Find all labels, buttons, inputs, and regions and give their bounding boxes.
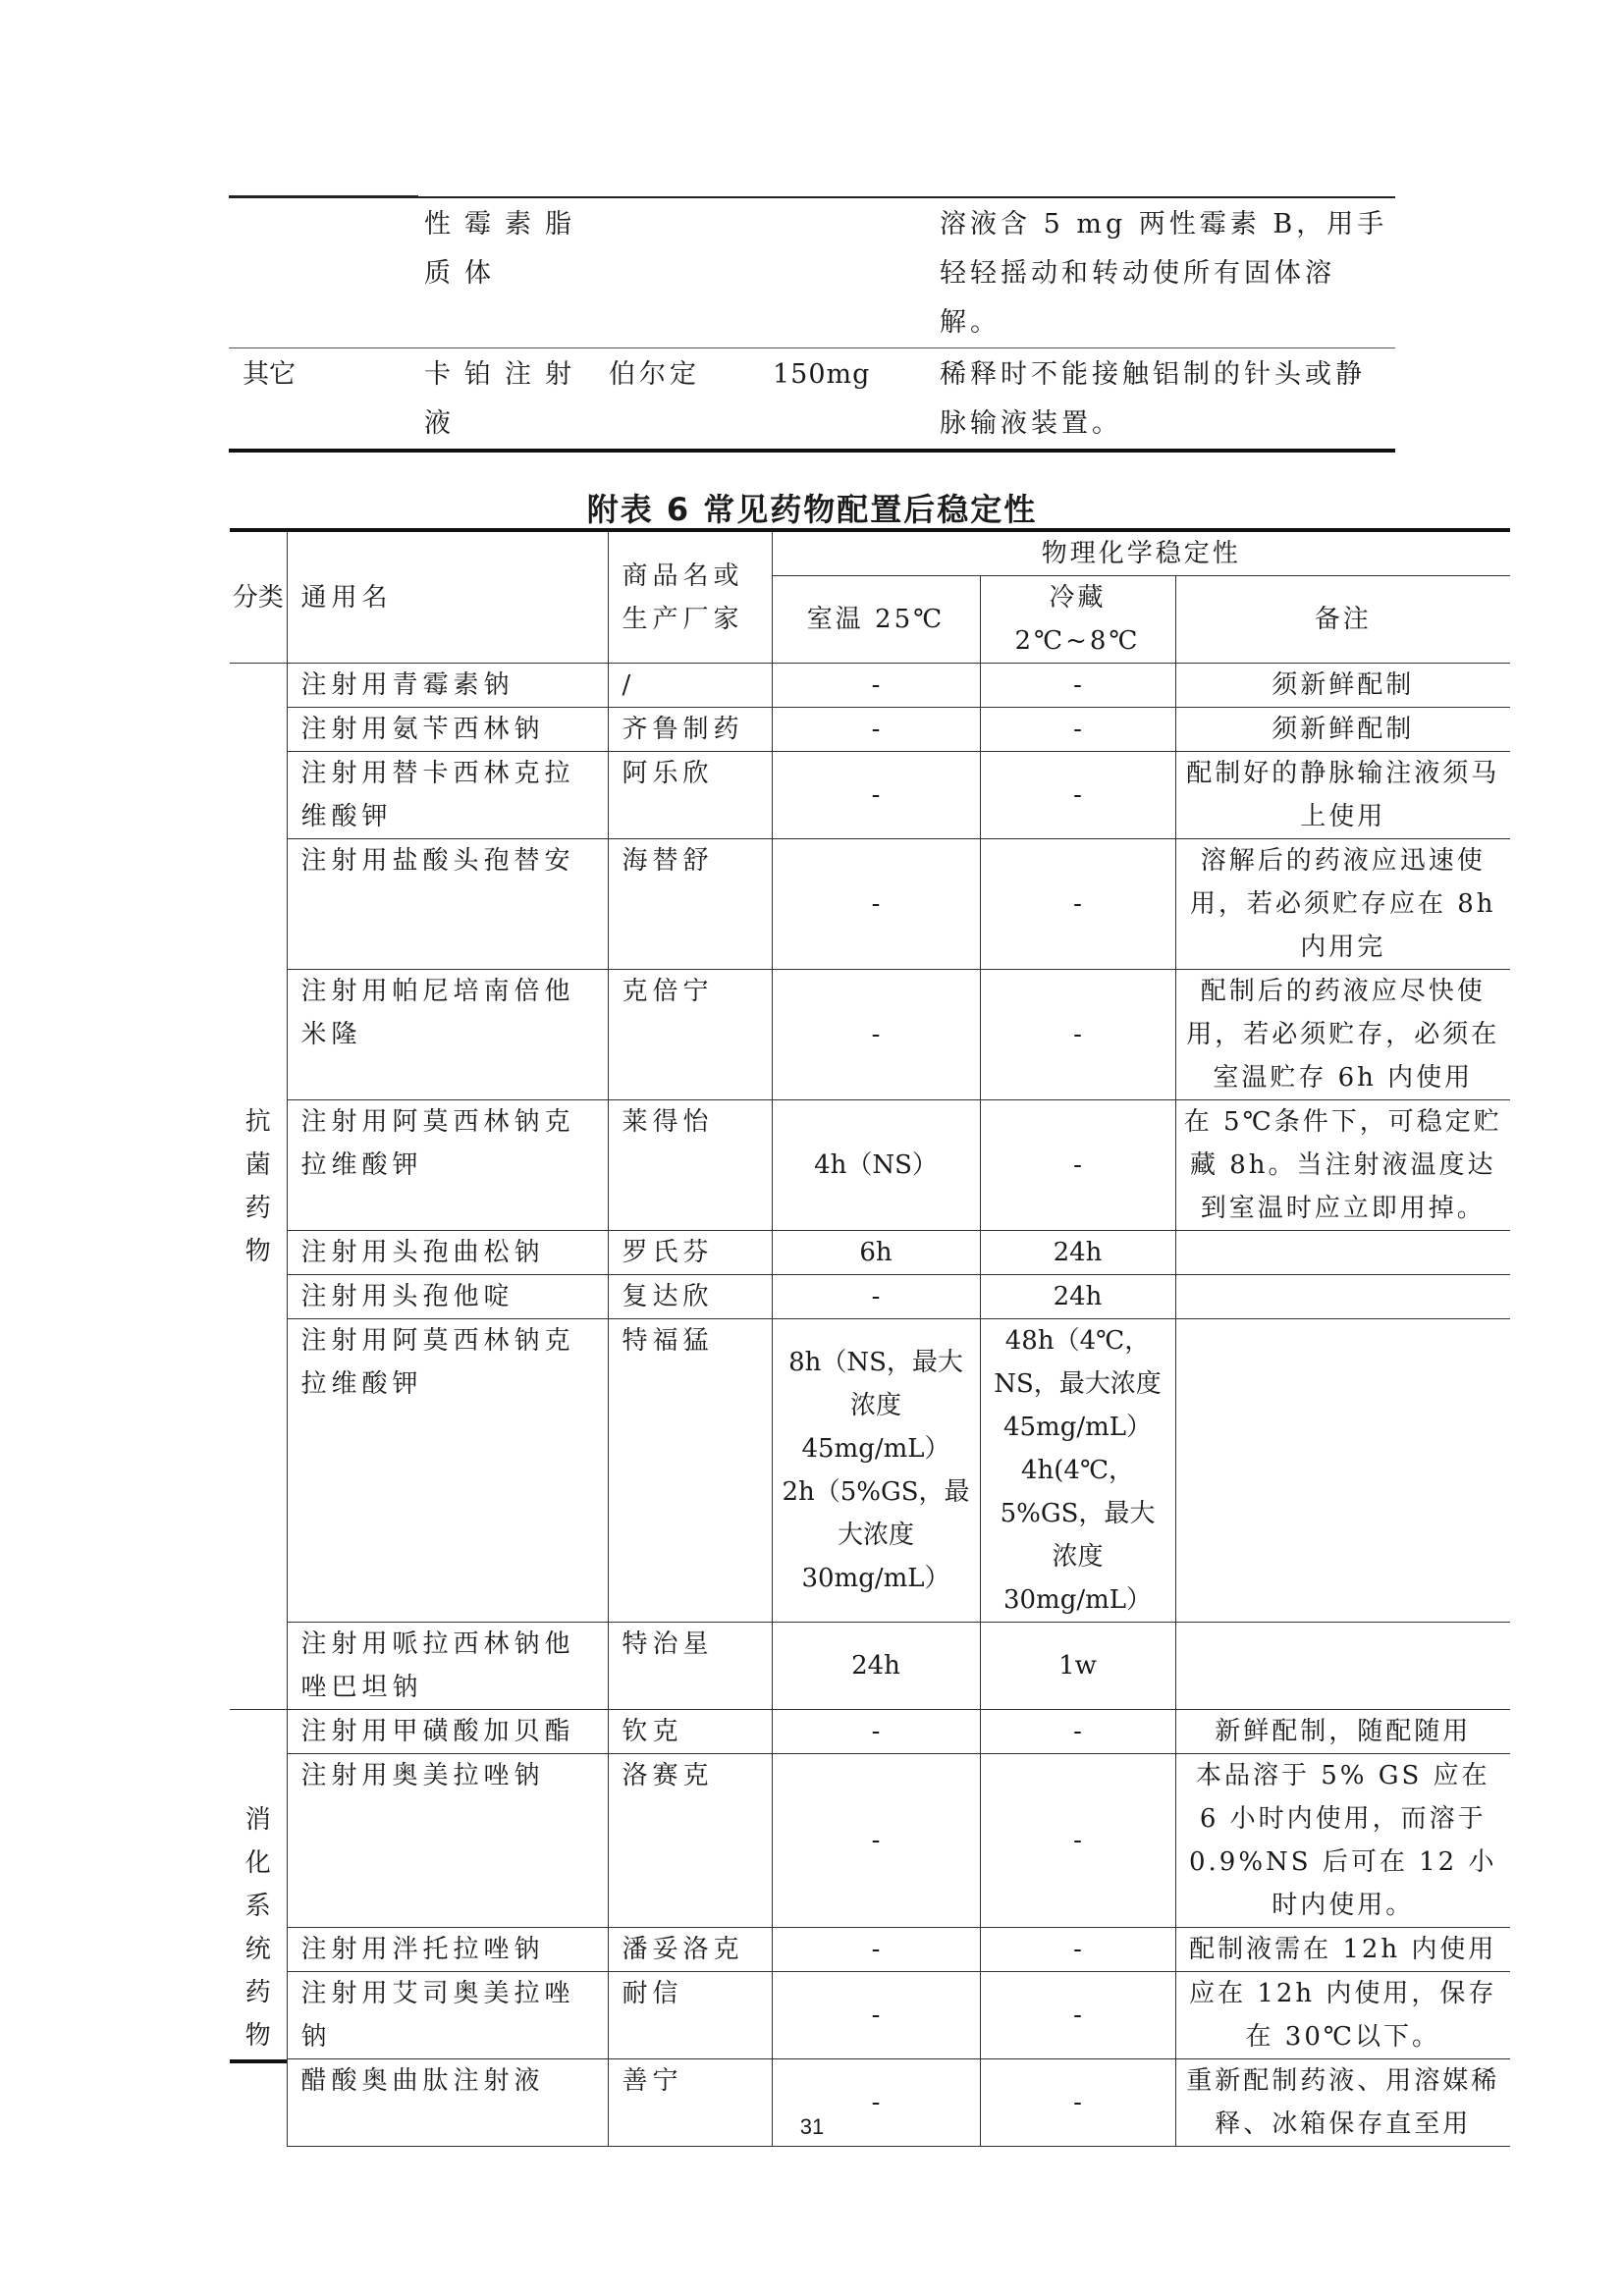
table-row [230, 839, 1510, 970]
drug-name-cell: 注射用氨苄西林钠 [287, 708, 608, 752]
table-row [229, 347, 1395, 451]
drug-name-cell: 注射用盐酸头孢替安 [287, 839, 608, 970]
continued-table [229, 195, 1395, 453]
table-cell: 溶液含 5 mg 两性霉素 B，用手轻轻摇动和转动使所有固体溶解。 [930, 197, 1395, 348]
table-row [230, 1928, 1510, 1972]
drug-name-cell: 注射用哌拉西林钠他唑巴坦钠 [287, 1623, 608, 1710]
table-row [230, 970, 1510, 1100]
cold-storage-cell: - [980, 2059, 1175, 2147]
remark-cell [1175, 1623, 1510, 1710]
table-row [230, 1231, 1510, 1275]
brand-cell: 耐信 [608, 1972, 772, 2059]
remark-cell: 在 5℃条件下，可稳定贮藏 8h。当注射液温度达到室温时应立即用掉。 [1175, 1100, 1510, 1231]
table-cell: 稀释时不能接触铝制的针头或静脉输液装置。 [930, 347, 1395, 451]
category-label: 消 化 系 统 药 物 [244, 1805, 271, 2052]
remark-cell [1175, 1319, 1510, 1623]
cold-storage-cell: 1w [980, 1623, 1175, 1710]
header-stability-group: 物理化学稳定性 [772, 530, 1510, 576]
header-remark: 备注 [1175, 576, 1510, 664]
table-row [230, 1754, 1510, 1928]
brand-cell: 复达欣 [608, 1275, 772, 1319]
room-temp-cell: - [772, 752, 980, 839]
category-cell [230, 1710, 287, 2147]
drug-name-cell: 注射用帕尼培南倍他米隆 [287, 970, 608, 1100]
drug-name-cell: 注射用甲磺酸加贝酯 [287, 1710, 608, 1754]
drug-name-cell: 注射用青霉素钠 [287, 664, 608, 708]
room-temp-cell: - [772, 708, 980, 752]
remark-cell: 配制好的静脉输注液须马上使用 [1175, 752, 1510, 839]
cold-storage-cell: - [980, 1710, 1175, 1754]
brand-cell: 钦克 [608, 1710, 772, 1754]
room-temp-cell: 6h [772, 1231, 980, 1275]
drug-name-cell: 注射用阿莫西林钠克拉维酸钾 [287, 1319, 608, 1623]
brand-cell: 特治星 [608, 1623, 772, 1710]
room-temp-cell: - [772, 664, 980, 708]
table-row [229, 197, 1395, 348]
table-row [230, 1319, 1510, 1623]
category-cell [230, 664, 287, 1710]
table-row [230, 708, 1510, 752]
drug-name-cell: 注射用阿莫西林钠克拉维酸钾 [287, 1100, 608, 1231]
cold-storage-cell: 48h（4℃，NS，最大浓度 45mg/mL） 4h(4℃，5%GS，最大浓度 30mg/mL） [980, 1319, 1175, 1623]
cold-storage-cell: - [980, 1100, 1175, 1231]
room-temp-cell: - [772, 970, 980, 1100]
table-row [230, 1100, 1510, 1231]
brand-cell: / [608, 664, 772, 708]
table-cell: 150mg [767, 347, 930, 451]
room-temp-cell: - [772, 1275, 980, 1319]
table-cell [229, 197, 418, 348]
drug-name-cell: 注射用泮托拉唑钠 [287, 1928, 608, 1972]
drug-name-cell: 注射用艾司奥美拉唑钠 [287, 1972, 608, 2059]
remark-cell: 重新配制药液、用溶媒稀释、冰箱保存直至用 [1175, 2059, 1510, 2147]
table-row [230, 1623, 1510, 1710]
page-number: 31 [799, 2114, 825, 2139]
room-temp-cell: - [772, 1710, 980, 1754]
cold-storage-cell: - [980, 839, 1175, 970]
cold-storage-cell: - [980, 970, 1175, 1100]
cold-storage-cell: - [980, 1972, 1175, 2059]
room-temp-cell: 24h [772, 1623, 980, 1710]
table-row [230, 752, 1510, 839]
brand-cell: 善宁 [608, 2059, 772, 2147]
brand-cell: 海替舒 [608, 839, 772, 970]
drug-name-cell: 醋酸奥曲肽注射液 [287, 2059, 608, 2147]
cold-storage-cell: - [980, 1928, 1175, 1972]
cold-storage-cell: 24h [980, 1231, 1175, 1275]
table-row [230, 1275, 1510, 1319]
room-temp-cell: 8h（NS，最大浓度 45mg/mL） 2h（5%GS，最大浓度 30mg/mL） [772, 1319, 980, 1623]
table-row [230, 1972, 1510, 2059]
table-row [230, 664, 1510, 708]
table-end-rule [230, 2059, 287, 2063]
remark-cell: 配制后的药液应尽快使用，若必须贮存，必须在室温贮存 6h 内使用 [1175, 970, 1510, 1100]
room-temp-cell: 4h（NS） [772, 1100, 980, 1231]
brand-cell: 阿乐欣 [608, 752, 772, 839]
table-cell: 性霉素脂质体 [418, 197, 603, 348]
drug-name-cell: 注射用头孢他啶 [287, 1275, 608, 1319]
room-temp-cell: - [772, 2059, 980, 2147]
drug-name-cell: 注射用奥美拉唑钠 [287, 1754, 608, 1928]
header-generic-name: 通用名 [287, 530, 608, 664]
header-category: 分类 [230, 530, 287, 664]
remark-cell: 须新鲜配制 [1175, 708, 1510, 752]
remark-cell: 新鲜配制，随配随用 [1175, 1710, 1510, 1754]
brand-cell: 潘妥洛克 [608, 1928, 772, 1972]
room-temp-cell: - [772, 1928, 980, 1972]
table-row [230, 1710, 1510, 1754]
table-cell: 其它 [229, 347, 418, 451]
remark-cell [1175, 1275, 1510, 1319]
brand-cell: 莱得怡 [608, 1100, 772, 1231]
table-header-row [230, 530, 1510, 576]
category-label: 抗 菌 药 物 [244, 1106, 271, 1266]
header-room-temp: 室温 25℃ [772, 576, 980, 664]
table-cell [603, 197, 767, 348]
remark-cell: 须新鲜配制 [1175, 664, 1510, 708]
brand-cell: 齐鲁制药 [608, 708, 772, 752]
remark-cell [1175, 1231, 1510, 1275]
cold-storage-cell: - [980, 664, 1175, 708]
table-cell: 卡铂注射液 [418, 347, 603, 451]
table-title: 附表 6 常见药物配置后稳定性 [586, 491, 1038, 528]
cold-storage-cell: - [980, 1754, 1175, 1928]
brand-cell: 克倍宁 [608, 970, 772, 1100]
cold-storage-cell: 24h [980, 1275, 1175, 1319]
table-cell: 伯尔定 [603, 347, 767, 451]
drug-name-cell: 注射用头孢曲松钠 [287, 1231, 608, 1275]
header-cold: 冷藏 2℃~8℃ [980, 576, 1175, 664]
remark-cell: 配制液需在 12h 内使用 [1175, 1928, 1510, 1972]
table-cell [767, 197, 930, 348]
stability-table [230, 528, 1510, 2147]
brand-cell: 特福猛 [608, 1319, 772, 1623]
room-temp-cell: - [772, 1754, 980, 1928]
cold-storage-cell: - [980, 708, 1175, 752]
brand-cell: 罗氏芬 [608, 1231, 772, 1275]
cold-storage-cell: - [980, 752, 1175, 839]
header-brand: 商品名或生产厂家 [608, 530, 772, 664]
remark-cell: 应在 12h 内使用，保存在 30℃以下。 [1175, 1972, 1510, 2059]
room-temp-cell: - [772, 839, 980, 970]
remark-cell: 本品溶于 5% GS 应在 6 小时内使用，而溶于 0.9%NS 后可在 12 小时内使用。 [1175, 1754, 1510, 1928]
room-temp-cell: - [772, 1972, 980, 2059]
remark-cell: 溶解后的药液应迅速使用，若必须贮存应在 8h 内用完 [1175, 839, 1510, 970]
drug-name-cell: 注射用替卡西林克拉维酸钾 [287, 752, 608, 839]
brand-cell: 洛赛克 [608, 1754, 772, 1928]
